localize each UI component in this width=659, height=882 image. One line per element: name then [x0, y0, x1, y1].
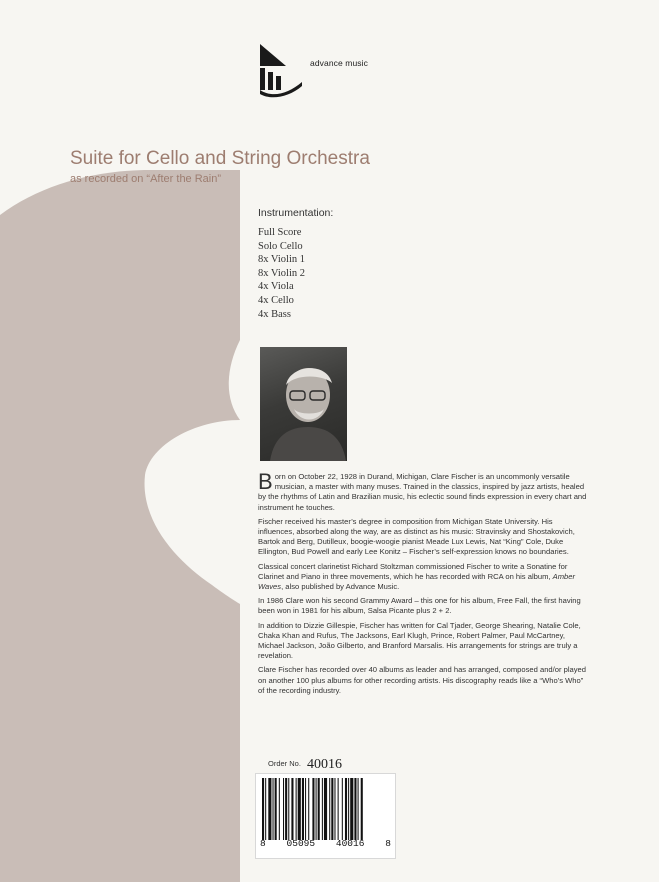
album-title: Amber Waves	[258, 571, 576, 592]
barcode-left-group: 05095	[286, 838, 316, 849]
barcode-bar	[262, 778, 264, 840]
barcode-bar	[305, 778, 306, 840]
instrumentation-heading: Instrumentation:	[258, 207, 334, 219]
barcode-bar	[361, 778, 363, 840]
barcode-bar	[345, 778, 347, 840]
barcode-bar	[350, 778, 353, 840]
barcode	[255, 773, 396, 859]
barcode-bar	[322, 778, 323, 840]
barcode-right-group: 40016	[335, 838, 365, 849]
drop-cap: B	[258, 469, 273, 494]
bio-text: orn on October 22, 1928 in Durand, Michigan, Clare Fischer is an uncommonly versatile musician, a master with many muses. Trained in the classics, inspired by jazz artists, healed by the rhythms of Latin and Brazilian music, his eclectic sound finds expression in every chart and instrument he touches.	[258, 472, 587, 512]
instrument-item: 4x Bass	[258, 308, 291, 320]
barcode-bar	[329, 778, 330, 840]
instrumentation-list	[258, 226, 305, 321]
instrument-item: 8x Violin 2	[258, 267, 306, 279]
barcode-bar	[265, 778, 266, 840]
instrument-item: 4x Viola	[258, 281, 294, 293]
cover-title: Suite for Cello and String Orchestra	[70, 148, 370, 169]
barcode-bar	[298, 778, 301, 840]
publisher-name: advance music	[310, 58, 368, 68]
barcode-bars-icon	[262, 778, 389, 840]
instrument-item: Solo Cello	[258, 240, 303, 252]
barcode-bar	[296, 778, 297, 840]
barcode-bar	[279, 778, 280, 840]
barcode-digits	[260, 838, 391, 849]
bio-paragraph	[258, 562, 588, 593]
barcode-bar	[283, 778, 284, 840]
barcode-bar	[291, 778, 293, 840]
barcode-bar	[316, 778, 317, 840]
barcode-bar	[338, 778, 339, 840]
barcode-bar	[302, 778, 304, 840]
barcode-lead-digit: 8	[260, 838, 266, 849]
barcode-bar	[324, 778, 327, 840]
bio-text: , also published by Advance Music.	[281, 582, 400, 592]
composer-portrait	[260, 347, 347, 461]
bio-paragraph: Fischer received his master’s degree in composition from Michigan State University. His influences, absorbed along the way, are as distinct as his music: Stravinsky and Shostakovich, Bartok and Berg, Dutilleux, boogie-woogie pianist Meade Lux Lewis, Nat “King” Cole, Duke Ellington, Bud Powell and early Lee Konitz – Fischer’s self-expression knows no boundaries.	[258, 516, 575, 557]
bio-paragraph: In 1986 Clare won his second Grammy Award – this one for his album, Free Fall, the first having been won in 1981 for his album, Salsa Picante plus 2 + 2.	[258, 596, 581, 616]
barcode-bar	[312, 778, 314, 840]
barcode-bar	[275, 778, 277, 840]
portrait-photo-icon	[260, 347, 347, 461]
bio-paragraph: Clare Fischer has recorded over 40 albums as leader and has arranged, composed and/or played on another 100 plus albums for other recording artists. His discography reads like a “Who’s Who” of the recording industry.	[258, 665, 586, 695]
order-number	[268, 757, 342, 773]
barcode-bar	[331, 778, 333, 840]
composer-biography	[258, 469, 588, 700]
bio-text: Classical concert clarinetist Richard Stoltzman commissioned Fischer to write a Sonatine for Clarinet and Piano in three movements, which he has recorded with RCA on his album,	[258, 561, 568, 581]
barcode-bar	[288, 778, 289, 840]
barcode-bar	[348, 778, 349, 840]
barcode-bar	[273, 778, 274, 840]
bio-paragraph: In addition to Dizzie Gillespie, Fischer has written for Cal Tjader, George Shearing, Natalie Cole, Chaka Khan and Rufus, The Jacksons, Earl Klugh, Prince, Robert Palmer, Paul McCartney, Michael Jackson, João Gilberto, and Branford Marsalis. His arrangements for strings are truly a revelation.	[258, 620, 581, 661]
barcode-bar	[318, 778, 320, 840]
bio-paragraph	[258, 469, 588, 513]
instrument-item: 8x Violin 1	[258, 254, 306, 266]
barcode-bar	[334, 778, 335, 840]
order-value: 40016	[306, 757, 342, 772]
barcode-bar	[285, 778, 287, 840]
publisher-logo	[258, 42, 378, 102]
barcode-bar	[268, 778, 271, 840]
instrument-item: 4x Cello	[258, 294, 294, 306]
barcode-bar	[308, 778, 309, 840]
barcode-bar	[342, 778, 343, 840]
order-label: Order No.	[268, 759, 301, 768]
advance-music-logo-icon	[258, 42, 308, 98]
barcode-bar	[358, 778, 359, 840]
barcode-check-digit: 8	[385, 838, 391, 849]
cover-subtitle: as recorded on “After the Rain”	[70, 173, 222, 185]
barcode-bar	[354, 778, 356, 840]
instrument-item: Full Score	[258, 227, 302, 238]
